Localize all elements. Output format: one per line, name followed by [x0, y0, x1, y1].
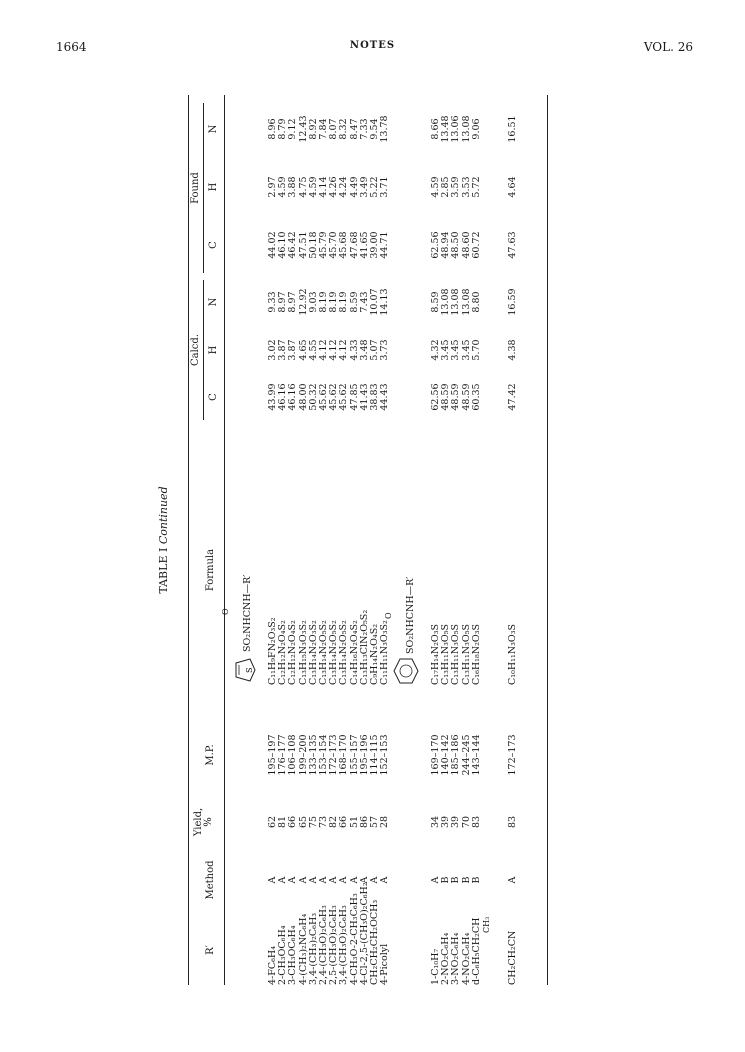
cell-found-n: 9.12: [287, 118, 299, 140]
cell-calc-c: 45.62: [318, 383, 329, 411]
cell-calc-c: 48.00: [297, 383, 309, 411]
cell-mp: 114–115: [369, 734, 380, 776]
cell-found-c: 44.02: [267, 231, 278, 259]
cell-calc-n: 13.08: [450, 288, 462, 316]
table-caption: TABLE I Continued: [157, 486, 170, 594]
cell-r: CH₂CH₂CH₂OCH₃: [369, 899, 380, 985]
cell-found-n: 8.07: [328, 118, 340, 140]
group2-structure-text: SO₂NHCNH—R′: [404, 576, 416, 654]
cell-mp: 155–157: [348, 734, 360, 776]
cell-r: 4-FC₆H₄: [267, 945, 278, 985]
cell-found-h: 3.49: [358, 176, 370, 198]
header-calc-c: C: [208, 393, 219, 401]
cell-calc-n: 10.07: [369, 288, 380, 316]
cell-yield: 70: [460, 815, 472, 829]
cell-r: 4-NO₂C₆H₄: [460, 932, 472, 985]
cell-method: A: [369, 876, 380, 884]
cell-found-n: 13.08: [460, 115, 472, 143]
cell-found-h: 2.97: [267, 176, 278, 198]
header-yield: Yield, %: [193, 807, 214, 837]
cell-calc-h: 3.73: [379, 339, 391, 361]
cell-r: 4-CH₃O-2-CH₃C₆H₃: [348, 893, 360, 985]
cell-found-h: 4.49: [348, 176, 360, 198]
cell-method: A: [307, 876, 319, 884]
cell-mp: 172–173: [328, 734, 340, 776]
cell-found-h: 4.14: [318, 176, 329, 198]
cell-found-c: 39.00: [369, 231, 380, 259]
cell-calc-h: 4.12: [338, 339, 350, 361]
cell-formula: C₁₀H₁₁N₃O₃S: [507, 623, 518, 685]
cell-found-n: 9.54: [369, 118, 380, 140]
cell-yield: 28: [379, 815, 391, 829]
cell-found-h: 3.53: [460, 176, 472, 198]
cell-method: A: [328, 876, 340, 884]
cell-mp: 195–197: [267, 734, 278, 776]
cell-calc-c: 38.83: [369, 383, 380, 411]
cell-mp: 153–154: [318, 734, 329, 776]
cell-found-n: 8.79: [277, 118, 289, 140]
cell-found-h: 4.75: [297, 176, 309, 198]
cell-yield: 39: [440, 815, 452, 829]
cell-calc-c: 48.59: [440, 383, 452, 411]
cell-found-c: 60.72: [470, 231, 482, 259]
cell-mp: 168–170: [338, 734, 350, 776]
cell-found-c: 45.70: [328, 231, 340, 259]
cell-found-n: 8.47: [348, 118, 360, 140]
cell-found-n: 13.78: [379, 115, 391, 143]
cell-found-c: 46.42: [287, 231, 299, 259]
cell-formula: C₁₂H₁₂N₂O₄S₂: [287, 620, 299, 685]
cell-calc-n: 12.92: [297, 288, 309, 316]
cell-mp: 140–142: [440, 734, 452, 776]
cell-found-h: 4.59: [277, 176, 289, 198]
cell-yield: 82: [328, 815, 340, 829]
cell-formula: C₁₃H₁₁N₃O₅S: [460, 623, 472, 685]
cell-r: 2,5-(CH₃O)₂C₆H₃: [328, 905, 340, 985]
cell-method: A: [348, 876, 360, 884]
cell-found-h: 2.85: [440, 176, 452, 198]
benzene-ring-icon: [393, 657, 419, 685]
cell-calc-n: 13.08: [460, 288, 472, 316]
cell-formula: C₉H₁₄N₂O₄S₂: [369, 623, 380, 685]
cell-calc-c: 45.62: [338, 383, 350, 411]
cell-yield: 65: [297, 815, 309, 829]
cell-calc-h: 4.38: [507, 339, 518, 361]
cell-calc-n: 8.59: [348, 291, 360, 313]
cell-r: d-C₆H₅CH₂CH: [470, 917, 482, 985]
header-mp: M.P.: [205, 744, 216, 766]
header-calc-h: H: [208, 345, 219, 355]
cell-calc-n: 9.33: [267, 291, 278, 313]
cell-r: 2,4-(CH₃O)₂C₆H₃: [318, 905, 329, 985]
cell-calc-h: 3.87: [287, 339, 299, 361]
cell-mp: 244–245: [460, 734, 472, 776]
header-calc-n: N: [208, 297, 219, 307]
cell-calc-c: 46.16: [277, 383, 289, 411]
cell-found-n: 8.96: [267, 118, 278, 140]
header-rule: [224, 95, 225, 985]
header-r: R′: [205, 945, 216, 955]
cell-found-h: 3.71: [379, 176, 391, 198]
cell-found-c: 47.68: [348, 231, 360, 259]
cell-method: A: [277, 876, 289, 884]
cell-calc-h: 4.32: [430, 339, 441, 361]
cell-yield: 66: [338, 815, 350, 829]
cell-mp: 172–173: [507, 734, 518, 776]
cell-method: A: [297, 876, 309, 884]
cell-found-n: 8.32: [338, 118, 350, 140]
cell-calc-h: 5.70: [470, 339, 482, 361]
cell-found-h: 3.59: [450, 176, 462, 198]
cell-calc-h: 3.45: [440, 339, 452, 361]
cell-found-h: 3.88: [287, 176, 299, 198]
cell-calc-c: 48.59: [460, 383, 472, 411]
cell-calc-n: 8.80: [470, 291, 482, 313]
cell-mp: 185–186: [450, 734, 462, 776]
cell-found-n: 13.48: [440, 115, 452, 143]
cell-found-h: 4.26: [328, 176, 340, 198]
cell-formula: C₁₂H₁₂N₂O₄S₂: [277, 620, 289, 685]
cell-calc-n: 8.97: [277, 291, 289, 313]
cell-calc-h: 4.12: [318, 339, 329, 361]
page-number: 1664: [56, 40, 87, 54]
cell-formula: C₁₆H₁₈N₂O₃S: [470, 623, 482, 685]
cell-calc-c: 47.85: [348, 383, 360, 411]
cell-found-c: 48.50: [450, 231, 462, 259]
header-found-h: H: [208, 182, 219, 192]
thiophene-ring-icon: [230, 655, 256, 685]
cell-found-c: 45.68: [338, 231, 350, 259]
cell-found-c: 48.60: [460, 231, 472, 259]
cell-r: 2-CH₃OC₆H₄: [277, 925, 289, 985]
cell-found-h: 4.64: [507, 176, 518, 198]
cell-yield: 62: [267, 815, 278, 829]
cell-yield: 57: [369, 815, 380, 829]
rotated-table: [157, 95, 553, 985]
cell-calc-n: 8.59: [430, 291, 441, 313]
cell-calc-c: 43.99: [267, 383, 278, 411]
group1-structure-text: SO₂NHCNH—R′: [241, 574, 253, 652]
cell-calc-h: 3.87: [277, 339, 289, 361]
cell-yield: 83: [507, 815, 518, 829]
cell-found-c: 47.51: [297, 231, 309, 259]
header-found: Found: [190, 172, 201, 204]
cell-mp: 143–144: [470, 734, 482, 776]
cell-r: 3,4-(CH₃)₂C₆H₃: [307, 912, 319, 985]
cell-formula: C₁₃H₁₄N₂O₃S₂: [307, 620, 319, 685]
cell-formula: C₁₃H₁₄N₂O₅S₂: [338, 620, 350, 685]
cell-found-c: 48.94: [440, 231, 452, 259]
cell-method: A: [430, 876, 441, 884]
volume-label: VOL. 26: [643, 40, 693, 54]
cell-method: B: [460, 876, 472, 884]
cell-found-n: 7.84: [318, 118, 329, 140]
cell-mp: 106–108: [287, 734, 299, 776]
cell-yield: 73: [318, 815, 329, 829]
cell-r: 4-Picolyl: [379, 943, 391, 985]
section-title: NOTES: [349, 40, 396, 51]
header-calcd: Calcd.: [190, 334, 201, 366]
cell-calc-c: 50.32: [307, 383, 319, 411]
cell-method: A: [338, 876, 350, 884]
cell-r: 4-(CH₃)₂NC₆H₄: [297, 913, 309, 985]
cell-calc-n: 8.19: [328, 291, 340, 313]
cell-calc-h: 3.45: [460, 339, 472, 361]
cell-formula: C₁₃H₁₁N₃O₅S: [440, 623, 452, 685]
cell-method: B: [470, 876, 482, 884]
cell-r: 2-NO₂C₆H₄: [440, 932, 452, 985]
cell-calc-c: 48.59: [450, 383, 462, 411]
cell-mp: 169–170: [430, 734, 441, 776]
cell-calc-n: 8.19: [318, 291, 329, 313]
cell-calc-n: 7.43: [358, 291, 370, 313]
cell-method: A: [287, 876, 299, 884]
cell-found-n: 8.92: [307, 118, 319, 140]
cell-formula: C₁₃H₁₄N₂O₅S₂: [318, 620, 329, 685]
cell-found-c: 47.63: [507, 231, 518, 259]
cell-calc-h: 4.55: [307, 339, 319, 361]
cell-formula: C₁₃H₁₃ClN₂O₅S₂: [358, 609, 370, 685]
thiophene-structure: [221, 574, 256, 685]
group2-carbonyl: O: [384, 612, 393, 619]
header-found-c: C: [208, 241, 219, 249]
cell-found-n: 16.51: [507, 115, 518, 143]
cell-calc-c: 41.43: [358, 383, 370, 411]
cell-calc-h: 3.48: [358, 339, 370, 361]
cell-r: 3-NO₂C₆H₄: [450, 932, 462, 985]
cell-method: A: [358, 876, 370, 884]
cell-calc-c: 62.56: [430, 383, 441, 411]
cell-r: 3-CH₃OC₆H₄: [287, 925, 299, 985]
cell-calc-c: 46.16: [287, 383, 299, 411]
header-formula: Formula: [205, 548, 216, 592]
cell-method: A: [267, 876, 278, 884]
cell-calc-n: 9.03: [307, 291, 319, 313]
header-found-n: N: [208, 124, 219, 134]
cell-found-c: 45.79: [318, 231, 329, 259]
cell-method: A: [318, 876, 329, 884]
cell-found-h: 4.24: [338, 176, 350, 198]
cell-calc-n: 8.19: [338, 291, 350, 313]
cell-method: A: [379, 876, 391, 884]
cell-method: A: [507, 876, 518, 884]
cell-found-c: 44.71: [379, 231, 391, 259]
cell-yield: 83: [470, 815, 482, 829]
cell-calc-c: 45.62: [328, 383, 340, 411]
cell-calc-h: 4.33: [348, 339, 360, 361]
cell-found-n: 9.06: [470, 118, 482, 140]
cell-calc-h: 3.45: [450, 339, 462, 361]
found-subrule: [203, 103, 204, 273]
cell-found-c: 41.65: [358, 231, 370, 259]
cell-found-c: 50.18: [307, 231, 319, 259]
cell-yield: 34: [430, 815, 441, 829]
cell-yield: 51: [348, 815, 360, 829]
svg-text:S: S: [245, 667, 254, 673]
cell-formula: C₁₃H₁₅N₃O₃S₂: [297, 620, 309, 685]
cell-method: B: [450, 876, 462, 884]
header-method: Method: [205, 860, 216, 900]
cell-found-n: 7.33: [358, 118, 370, 140]
cell-yield: 39: [450, 815, 462, 829]
calcd-subrule: [203, 280, 204, 420]
cell-r: 1-C₁₀H₇: [430, 948, 441, 985]
cell-r: 4-Cl-2,5-(CH₃O)₂C₆H₂: [358, 882, 370, 985]
cell-calc-n: 8.97: [287, 291, 299, 313]
cell-found-n: 8.66: [430, 118, 441, 140]
cell-found-h: 4.59: [430, 176, 441, 198]
cell-calc-h: 4.65: [297, 339, 309, 361]
group1-carbonyl: O: [221, 608, 230, 615]
cell-r: 3,4-(CH₃O)₂C₆H₃: [338, 905, 350, 985]
cell-formula: C₁₃H₁₄N₂O₅S₂: [328, 620, 340, 685]
cell-r-substituent: CH₃: [481, 916, 491, 933]
cell-calc-n: 14.13: [379, 288, 391, 316]
cell-yield: 66: [287, 815, 299, 829]
cell-mp: 195–196: [358, 734, 370, 776]
cell-calc-n: 13.08: [440, 288, 452, 316]
cell-calc-n: 16.59: [507, 288, 518, 316]
cell-calc-c: 47.42: [507, 383, 518, 411]
cell-formula: C₁₄H₁₆N₂O₄S₂: [348, 620, 360, 685]
cell-found-h: 5.72: [470, 176, 482, 198]
cell-found-n: 13.06: [450, 115, 462, 143]
cell-calc-c: 44.43: [379, 383, 391, 411]
cell-calc-h: 5.07: [369, 339, 380, 361]
cell-found-h: 5.22: [369, 176, 380, 198]
bottom-rule: [547, 95, 548, 985]
cell-found-c: 62.56: [430, 231, 441, 259]
cell-formula: C₁₁H₉FN₂O₃S₂: [267, 617, 278, 685]
cell-found-n: 12.43: [297, 115, 309, 143]
cell-yield: 75: [307, 815, 319, 829]
cell-yield: 81: [277, 815, 289, 829]
cell-formula: C₁₁H₁₁N₃O₃S₂: [379, 620, 391, 685]
cell-r: CH₂CH₂CN: [507, 930, 518, 985]
cell-method: B: [440, 876, 452, 884]
cell-mp: 152–153: [379, 734, 391, 776]
cell-mp: 199–200: [297, 734, 309, 776]
cell-found-c: 46.10: [277, 231, 289, 259]
cell-mp: 133–135: [307, 734, 319, 776]
cell-found-h: 4.59: [307, 176, 319, 198]
cell-formula: C₁₃H₁₁N₃O₅S: [450, 623, 462, 685]
top-rule: [188, 95, 189, 985]
cell-calc-h: 4.12: [328, 339, 340, 361]
cell-mp: 176–177: [277, 734, 289, 776]
cell-calc-c: 60.35: [470, 383, 482, 411]
cell-formula: C₁₇H₁₄N₂O₃S: [430, 623, 441, 685]
cell-yield: 86: [358, 815, 370, 829]
cell-calc-h: 3.02: [267, 339, 278, 361]
